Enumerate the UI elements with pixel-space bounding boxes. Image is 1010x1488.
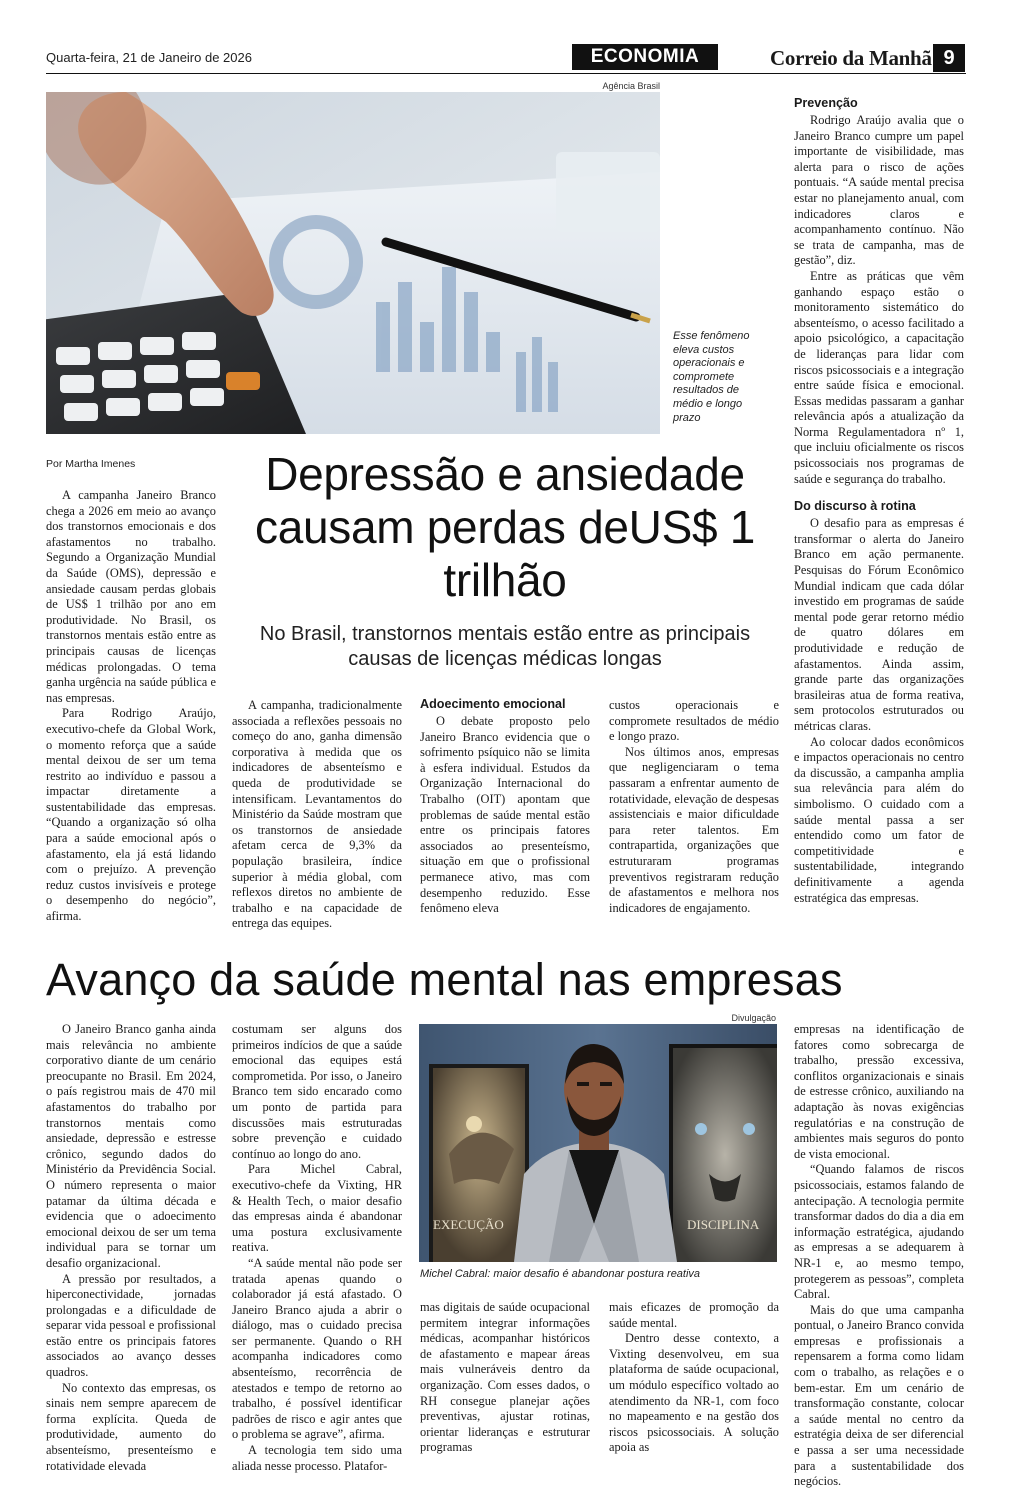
wall-text-left: EXECUÇÃO (433, 1217, 504, 1232)
wall-text-right: DISCIPLINA (687, 1217, 760, 1232)
story2-photo-credit: Divulgação (731, 1013, 776, 1023)
photo-credit: Agência Brasil (602, 81, 660, 91)
section-label-text: ECONOMIA (590, 46, 700, 67)
story2-column-3 (420, 1300, 590, 1456)
newspaper-logo: Correio da Manhã (770, 46, 932, 70)
paragraph: No contexto das empresas, os sinais nem sempre aparecem de forma explícita. Queda de produtividade, aumento do absenteísmo, presenteísmo e rotatividade elevada (46, 1380, 216, 1473)
paragraph: Entre as práticas que vêm ganhando espaço estão o monitoramento sistemático do absenteísmo, o acesso facilitado a apoio psicológico, a capacitação de lideranças para lidar com riscos psicossociais e a integração entre saúde física e emocional. Essas medidas passaram a ganhar relevância após a atualização da Norma Regulamentadora nº 1, que incluiu oficialmente os riscos psicossociais nos programas de saúde e segurança do trabalho. (794, 268, 964, 486)
paragraph: Dentro desse contexto, a Vixting desenvolveu, em sua plataforma de saúde ocupacional, um módulo específico voltado ao atendimento da NR-1, com foco no mapeamento e na gestão dos riscos psicossociais. A solução apoia as (609, 1331, 779, 1455)
story2-column-5 (794, 1022, 964, 1488)
paragraph: “A saúde mental não pode ser tratada apenas quando o colaborador já está afastado. O Janeiro Branco ajuda a abrir o diálogo, mas o cuidado precisa ser permanente. Quando o RH acompanha indicadores como absenteísmo, recorrência de atestados e tempo de retorno ao trabalho, é possível identificar padrões de risco e agir antes que o problema se agrave”, afirma. (232, 1255, 402, 1442)
header-date: Quarta-feira, 21 de Janeiro de 2026 (46, 50, 252, 65)
section-label (572, 44, 718, 70)
story1-headline: Depressão e ansiedade causam perdas deUS$ 1 trilhão (255, 448, 755, 606)
paragraph: A campanha, tradicionalmente associada a reflexões pessoais no começo do ano, ganha dimensão corporativa à medida que os indicadores de absenteísmo e queda de produtividade se intensificam. Levantamentos do Ministério da Saúde mostram que os transtornos de ansiedade afetam cerca de 9,3% da população brasileira, índice superior à média global, com reflexos diretos no ambiente de trabalho e na capacidade de entrega das equipes. (232, 698, 402, 931)
subhead-prevencao: Prevenção (794, 96, 858, 110)
paragraph: empresas na identificação de fatores como sobrecarga de trabalho, pressão excessiva, conflitos organizacionais e sinais de estresse crônico, auxiliando na adaptação às novas exigências regulatórias e na construção de ambientes mais seguros do ponto de vista emocional. (794, 1022, 964, 1161)
paragraph: A campanha Janeiro Branco chega a 2026 em meio ao avanço dos transtornos emocionais e dos afastamentos no trabalho. Segundo a Organização Mundial da Saúde (OMS), depressão e ansiedade causam perdas globais de US$ 1 trilhão por ano em produtividade. No Brasil, os transtornos mentais estão entre as principais causas de licenças médicas prolongadas. O tema ganha urgência na saúde pública e nas empresas. (46, 488, 216, 705)
story1-photo (46, 92, 660, 434)
header-rule (46, 73, 966, 74)
page-number-text: 9 (943, 47, 955, 69)
calculator-and-charts-illustration (46, 92, 660, 434)
story2-photo-caption: Michel Cabral: maior desafio é abandonar postura reativa (420, 1268, 701, 1280)
story1-column-2 (232, 698, 402, 932)
paragraph: custos operacionais e compromete resultados de médio e longo prazo. (609, 698, 779, 744)
page-number (933, 44, 965, 72)
story2-photo (419, 1024, 777, 1262)
story2-column-1 (46, 1022, 216, 1474)
paragraph: costumam ser alguns dos primeiros indícios de que a saúde emocional das equipes está comprometida. Por isso, o Janeiro Branco tem sido encarado como um ponto de partida para discussões mais estruturadas sobre prevenção e cuidado contínuo ao longo do ano. (232, 1022, 402, 1161)
paragraph: “Quando falamos de riscos psicossociais, estamos falando de antecipação. A tecnologia permite transformar dados do dia a dia em informação estratégica, ajudando as empresas a se adequarem à NR-1 e, ao mesmo tempo, protegerem as pessoas”, completa Cabral. (794, 1162, 964, 1302)
paragraph: A pressão por resultados, a hiperconectividade, jornadas prolongadas e a dificuldade de separar vida pessoal e profissional estão entre os principais fatores associados ao avanço desses quadros. (46, 1271, 216, 1380)
byline: Por Martha Imenes (46, 458, 136, 470)
paragraph: Mais do que uma campanha pontual, o Janeiro Branco convida empresas e profissionais a repensarem a forma como lidam com o trabalho, as relações e o bem-estar. Em um cenário de transformação constante, colocar a saúde mental no centro da estratégia deixa de ser diferencial e passa a ser uma necessidade para a sustentabilidade dos negócios. (794, 1302, 964, 1488)
story1-photo-caption: Esse fenômeno eleva custos operacionais e compromete resultados de médio e longo prazo (673, 330, 750, 424)
story1-column-4 (609, 698, 779, 916)
paragraph: A tecnologia tem sido uma aliada nesse processo. Platafor- (232, 1443, 402, 1473)
story2-headline: Avanço da saúde mental nas empresas (46, 954, 843, 1005)
paragraph: Rodrigo Araújo avalia que o Janeiro Branco cumpre um papel importante de visibilidade, mas alerta para o risco de ações pontuais. “A saúde mental precisa estar no planejamento anual, com indicadores claros e acompanhamento contínuo. Não se trata de campanha, mas de gestão”, diz. (794, 113, 964, 268)
paragraph: O desafio para as empresas é transformar o alerta do Janeiro Branco em ação permanente. Pesquisas do Fórum Econômico Mundial indicam que cada dólar investido em programas de saúde mental pode gerar retorno médio de quatro dólares em produtividade e redução de afastamentos. Ainda assim, grande parte das organizações brasileiras atua de forma reativa, sem protocolos estruturados ou métricas claras. (794, 516, 964, 733)
story1-sidebar-column (794, 96, 964, 906)
story1-subheadline: No Brasil, transtornos mentais estão entre as principais causas de licenças médicas longas (259, 623, 751, 670)
portrait-illustration (419, 1024, 777, 1262)
paragraph: mais eficazes de promoção da saúde mental. (609, 1300, 779, 1330)
subhead-do-discurso: Do discurso à rotina (794, 499, 916, 514)
story2-column-2 (232, 1022, 402, 1474)
subhead-adoecimento: Adoecimento emocional (420, 697, 566, 711)
paragraph: mas digitais de saúde ocupacional permitem integrar informações médicas, acompanhar históricos de afastamento e mapear áreas mais vulneráveis dentro da organização. Com esses dados, o RH consegue planejar ações preventivas, ajustar rotinas, orientar lideranças e estruturar programas (420, 1300, 590, 1455)
paragraph: O Janeiro Branco ganha ainda mais relevância no ambiente corporativo diante de um cenário preocupante no Brasil. Em 2024, o país registrou mais de 470 mil afastamentos do trabalho por transtornos mentais como ansiedade, depressão e estresse crônico, segundo dados do Ministério da Previdência Social. O número representa o maior patamar da última década e evidencia que o adoecimento emocional deixou de ser um tema individual para se tornar um desafio organizacional. (46, 1022, 216, 1270)
paragraph: Ao colocar dados econômicos e impactos operacionais no centro da discussão, a campanha amplia sua relevância para além do simbolismo. O cuidado com a saúde mental passa a ser entendido como um fator de competitividade e sustentabilidade, integrando definitivamente a agenda estratégica das empresas. (794, 734, 964, 905)
paragraph: Nos últimos anos, empresas que negligenciaram o tema passaram a enfrentar aumento de rotatividade, elevação de despesas assistenciais e maior dificuldade para reter talentos. Em contrapartida, organizações que estruturaram programas preventivos registraram redução de afastamentos e melhora nos indicadores de engajamento. (609, 744, 779, 915)
paragraph: Para Rodrigo Araújo, executivo-chefe da Global Work, o momento reforça que a saúde mental deixou de ser um tema restrito ao indivíduo e passou a impactar diretamente a sustentabilidade das empresas. “Quando a organização só olha para a saúde emocional após o afastamento, ela já está lidando com o prejuízo. A prevenção reduz custos invisíveis e protege o desempenho do negócio”, afirma. (46, 706, 216, 924)
story2-column-4 (609, 1300, 779, 1456)
story1-column-1 (46, 488, 216, 925)
story1-column-3 (420, 697, 590, 917)
paragraph: Para Michel Cabral, executivo-chefe da Vixting, HR & Health Tech, o maior desafio das empresas ainda é abandonar uma postura exclusivamente reativa. (232, 1162, 402, 1255)
paragraph: O debate proposto pelo Janeiro Branco evidencia que o sofrimento psíquico não se limita à esfera individual. Estudos da Organização Internacional do Trabalho (OIT) apontam que problemas de saúde mental estão entre os principais fatores associados ao presenteísmo, situação em que o profissional permanece ativo, mas com desempenho reduzido. Esse fenômeno eleva (420, 714, 590, 916)
